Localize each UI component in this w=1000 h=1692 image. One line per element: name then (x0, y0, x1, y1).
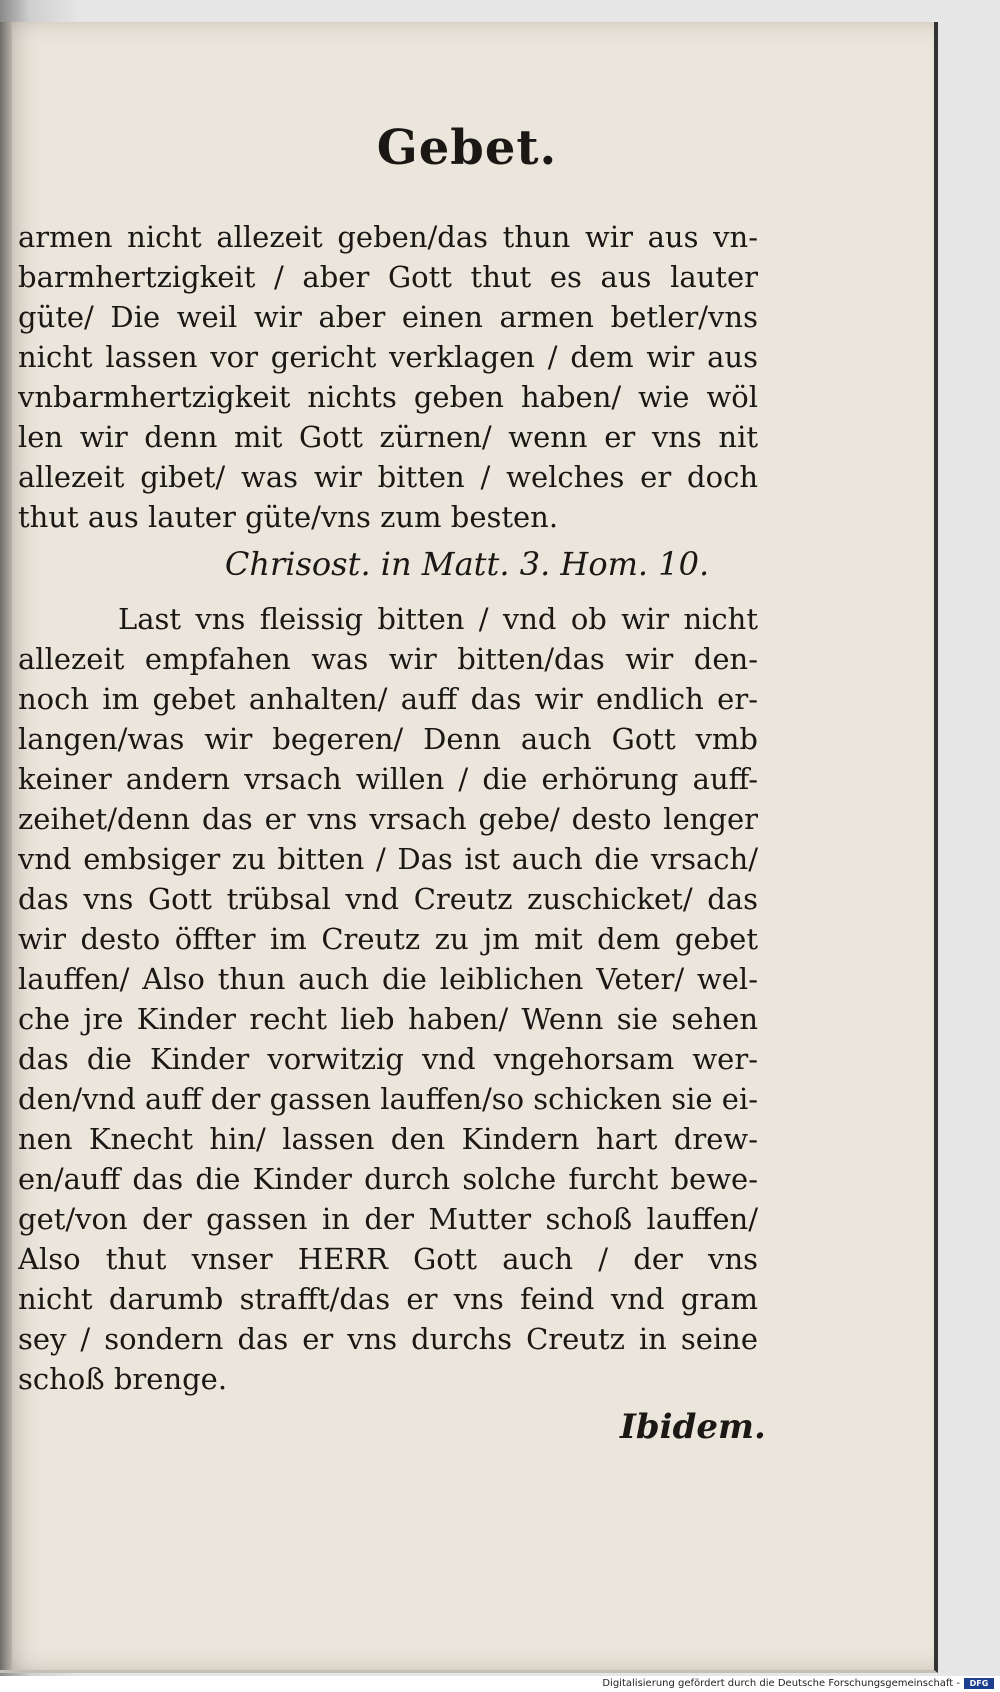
text-line: nicht darumb strafft/das er vns feind vnd gram (18, 1282, 758, 1316)
text-line: langen/was wir begeren/ Denn auch Gott vmb (18, 722, 758, 756)
text-line: barmhertzigkeit / aber Gott thut es aus lauter (18, 260, 758, 294)
text-line: che jre Kinder recht lieb haben/ Wenn sie sehen (18, 1002, 758, 1036)
text-line: get/von der gassen in der Mutter schoß lauffen/ (18, 1202, 758, 1236)
text-line: das die Kinder vorwitzig vnd vngehorsam wer- (18, 1042, 758, 1076)
text-line: schoß brenge. (18, 1362, 228, 1396)
text-line: nen Knecht hin/ lassen den Kindern hart drew- (18, 1122, 758, 1156)
text-line: lauffen/ Also thun auch die leiblichen Veter/ wel- (18, 962, 758, 996)
text-line: zeihet/denn das er vns vrsach gebe/ desto lenger (18, 802, 758, 836)
text-line: güte/ Die weil wir aber einen armen betler/vns (18, 300, 758, 334)
paragraph-2 (18, 599, 758, 1399)
text-line: das vns Gott trübsal vnd Creutz zuschicket/ das (18, 882, 758, 916)
text-line: sey / sondern das er vns durchs Creutz in seine (18, 1322, 758, 1356)
book-page (0, 22, 938, 1673)
dfg-logo-icon: DFG (964, 1678, 994, 1689)
citation: Chrisost. in Matt. 3. Hom. 10. (224, 545, 710, 583)
text-line: vnbarmhertzigkeit nichts geben haben/ wie wöl (18, 380, 758, 414)
paragraph-1 (18, 217, 758, 537)
closing-reference: Ibidem. (620, 1407, 766, 1447)
text-line: den/vnd auff der gassen lauffen/so schicken sie ei- (18, 1082, 758, 1116)
text-line: wir desto öffter im Creutz zu jm mit dem gebet (18, 922, 758, 956)
text-line: thut aus lauter güte/vns zum besten. (18, 500, 559, 534)
text-line: Last vns fleissig bitten / vnd ob wir nicht (118, 602, 758, 636)
text-line: keiner andern vrsach willen / die erhörung auff- (18, 762, 758, 796)
text-line: noch im gebet anhalten/ auff das wir endlich er- (18, 682, 758, 716)
page-heading: Gebet. (376, 120, 558, 176)
text-line: Also thut vnser HERR Gott auch / der vns (18, 1242, 758, 1276)
page-spine-shadow (0, 22, 12, 1670)
text-line: allezeit gibet/ was wir bitten / welches er doch (18, 460, 758, 494)
text-line: vnd embsiger zu bitten / Das ist auch die vrsach/ (18, 842, 758, 876)
footer-bar (0, 1676, 1000, 1692)
text-line: nicht lassen vor gericht verklagen / dem wir aus (18, 340, 758, 374)
text-line: en/auff das die Kinder durch solche furcht bewe- (18, 1162, 758, 1196)
text-line: armen nicht allezeit geben/das thun wir aus vn- (18, 220, 758, 254)
text-line: len wir denn mit Gott zürnen/ wenn er vns nit (18, 420, 758, 454)
text-line: allezeit empfahen was wir bitten/das wir den- (18, 642, 758, 676)
footer-credit: Digitalisierung gefördert durch die Deutsche Forschungsgemeinschaft - (602, 1678, 960, 1689)
